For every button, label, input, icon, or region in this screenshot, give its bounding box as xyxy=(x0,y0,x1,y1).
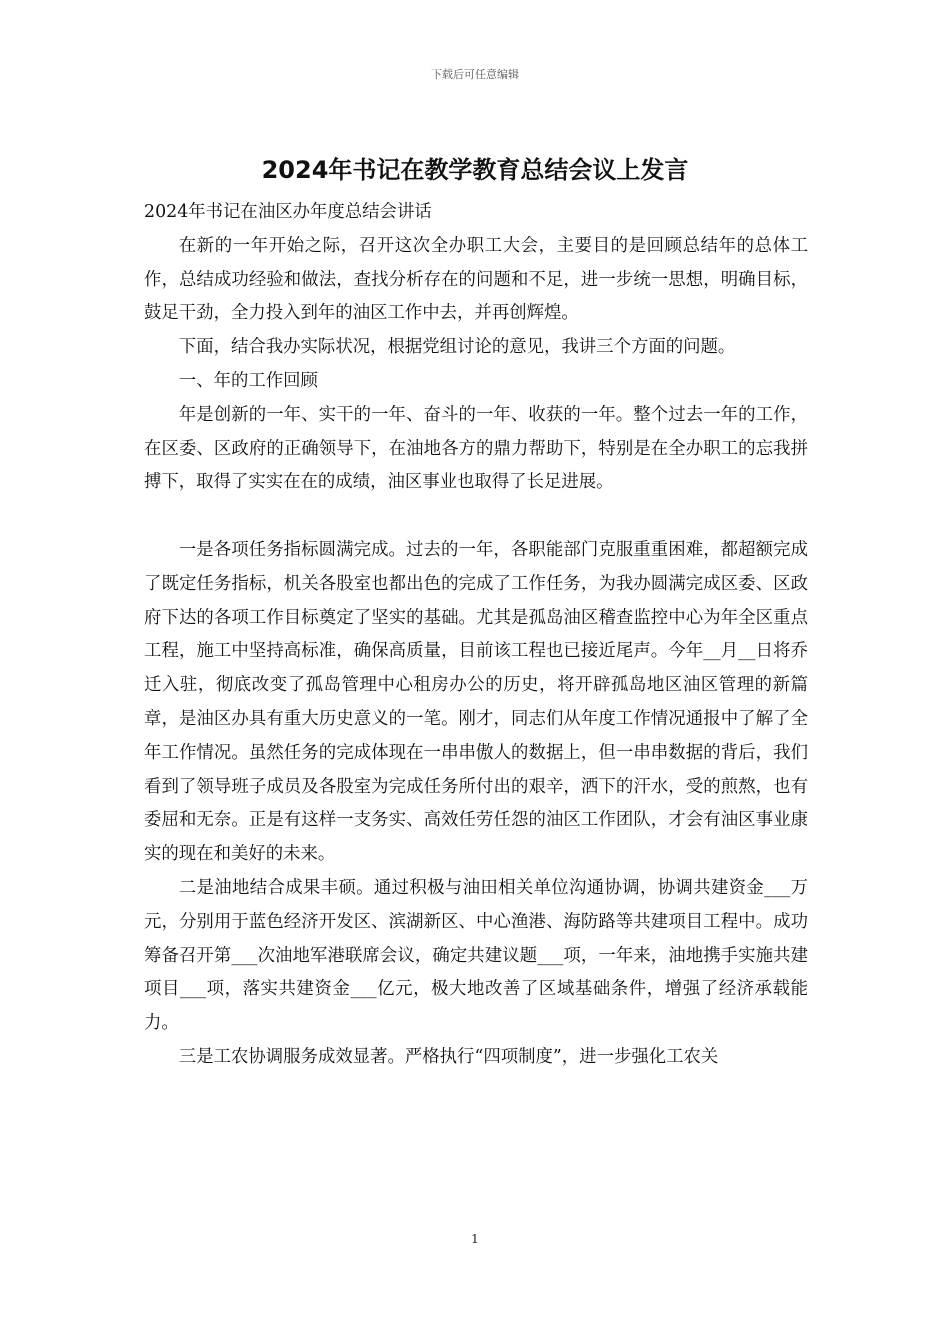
paragraph-intro: 在新的一年开始之际，召开这次全办职工大会，主要目的是回顾总结年的总体工作，总结成功经验和做法，查找分析存在的问题和不足，进一步统一思想，明确目标，鼓足干劲，全力投入到年的油区工作中去，并再创辉煌。 xyxy=(144,235,808,324)
document-body xyxy=(144,196,808,1075)
document-subtitle: 2024年书记在油区办年度总结会讲话 xyxy=(144,202,432,222)
section-heading-review: 一、年的工作回顾 xyxy=(178,370,318,391)
paragraph-outline: 下面，结合我办实际状况，根据党组讨论的意见，我讲三个方面的问题。 xyxy=(178,337,736,358)
page-number: 1 xyxy=(471,1232,479,1246)
paragraph-point-three: 三是工农协调服务成效显著。严格执行“四项制度”，进一步强化工农关 xyxy=(178,1046,719,1067)
document-title: 2024年书记在教学教育总结会议上发言 xyxy=(261,156,689,184)
paragraph-review-summary: 年是创新的一年、实干的一年、奋斗的一年、收获的一年。整个过去一年的工作，在区委、区政府的正确领导下，在油地各方的鼎力帮助下，特别是在全办职工的忘我拼搏下，取得了实实在在的成绩，油区事业也取得了长足进展。 xyxy=(144,404,808,493)
paragraph-point-two: 二是油地结合成果丰硕。通过积极与油田相关单位沟通协调，协调共建资金___万元，分别用于蓝色经济开发区、滨湖新区、中心渔港、海防路等共建项目工程中。成功筹备召开第___次油地军港联席会议，确定共建议题___项，一年来，油地携手实施共建项目___项，落实共建资金___亿元，极大地改善了区域基础条件，增强了经济承载能力。 xyxy=(144,877,808,1034)
page-header: 下载后可任意编辑 xyxy=(431,68,519,81)
paragraph-point-one: 一是各项任务指标圆满完成。过去的一年，各职能部门克服重重困难，都超额完成了既定任务指标，机关各股室也都出色的完成了工作任务，为我办圆满完成区委、区政府下达的各项工作目标奠定了坚实的基础。尤其是孤岛油区稽查监控中心为年全区重点工程，施工中坚持高标准，确保高质量，目前该工程也已接近尾声。今年__月__日将乔迁入驻，彻底改变了孤岛管理中心租房办公的历史，将开辟孤岛地区油区管理的新篇章，是油区办具有重大历史意义的一笔。刚才，同志们从年度工作情况通报中了解了全年工作情况。虽然任务的完成体现在一串串傲人的数据上，但一串串数据的背后，我们看到了领导班子成员及各股室为完成任务所付出的艰辛，洒下的汗水，受的煎熬，也有委屈和无奈。正是有这样一支务实、高效任劳任怨的油区工作团队，才会有油区事业康实的现在和美好的未来。 xyxy=(144,539,808,865)
